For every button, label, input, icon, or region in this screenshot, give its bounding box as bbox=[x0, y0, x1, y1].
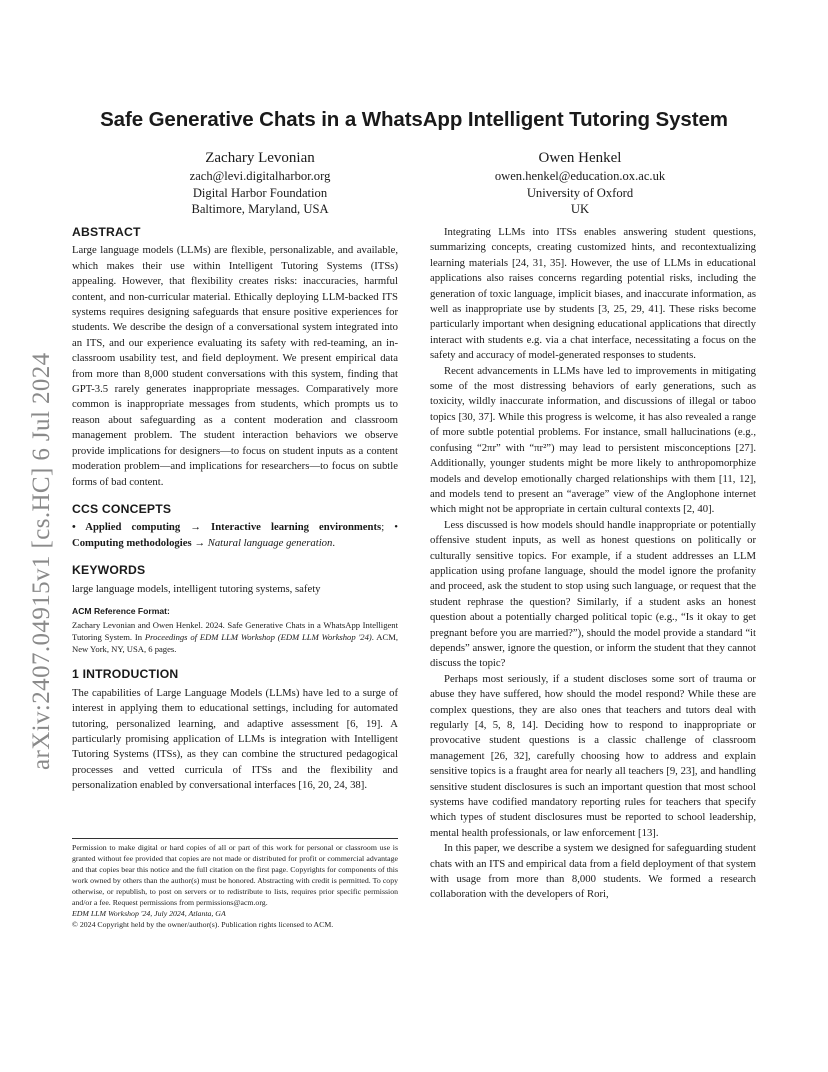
author-name: Zachary Levonian bbox=[205, 150, 315, 166]
intro-paragraph: The capabilities of Large Language Models (LLMs) have led to a surge of interest in applying them to educational settings, including for automated tutoring, personalized learning, and adaptive assessment [6, 19]. A particularly promising application of LLMs is integration with Intelligent Tutoring Systems (ITSs), as they can combine the structured pedagogical processes and vetted curricula of ITSs and the flexibility and personalization enabled by conversational interfaces [16, 20, 24, 38]. bbox=[72, 686, 398, 792]
acm-ref-heading: ACM Reference Format: bbox=[72, 605, 170, 616]
ccs-item-1: • Applied computing → Interactive learning environments bbox=[72, 521, 382, 534]
author-email: owen.henkel@education.ox.ac.uk bbox=[494, 169, 666, 183]
copyright-text: © 2024 Copyright held by the owner/author(s). Publication rights licensed to ACM. bbox=[72, 920, 334, 929]
acm-reference bbox=[72, 619, 398, 655]
ccs-separator: ; • bbox=[381, 521, 399, 534]
intro-heading: 1 INTRODUCTION bbox=[72, 667, 179, 682]
acm-ref-tail: . ACM, New York, NY, USA, 6 pages. bbox=[72, 632, 398, 655]
author-name: Owen Henkel bbox=[538, 150, 622, 166]
body-paragraph: Perhaps most seriously, if a student discloses some sort of trauma or abuse they have suffered, how should the model respond? While these are complex questions, they are also ones that teachers and tutors deal with regularly [4, 5, 8, 14]. Deciding how to respond to inappropriate or provocative student questions is a classic challenge of classroom management [26, 32], carefully choosing how to address and explain sensitive topics is a fraught area for nearly all teachers [9, 23], and handling sensitive student disclosures is such an important question that most school systems have codified mandatory reporting rules for teachers that specify which types of student disclosures must be reported to school leadership, mental health professionals, or law enforcement [13]. bbox=[430, 672, 756, 839]
author-location: UK bbox=[570, 202, 590, 216]
author-org: Digital Harbor Foundation bbox=[192, 185, 328, 200]
ccs-item-2: Computing methodologies bbox=[72, 536, 192, 549]
ccs-end: . bbox=[332, 536, 336, 549]
permission-text: Permission to make digital or hard copies of all or part of this work for personal or classroom use is granted without fee provided that copies are not made or distributed for profit or commercial advantage and that copies bear this notice and the full citation on the first page. Copyrights for components of this work owned by others than the author(s) must be honored. Abstracting with credit is permitted. To copy otherwise, or republish, to post on servers or to redistribute to lists, requires prior specific permission and/or a fee. Request permissions from permissions@acm.org. bbox=[72, 843, 398, 907]
keywords-heading: KEYWORDS bbox=[72, 563, 146, 578]
footnote-venue: EDM LLM Workshop '24, July 2024, Atlanta, GA bbox=[72, 909, 226, 918]
acm-ref-text: Zachary Levonian and Owen Henkel. 2024. Safe Generative Chats in a WhatsApp Intelligent Tutoring System. In bbox=[72, 620, 398, 643]
ccs-heading: CCS CONCEPTS bbox=[72, 501, 172, 516]
permission-footnote bbox=[72, 838, 398, 930]
author-block bbox=[100, 148, 420, 218]
body-paragraph: Integrating LLMs into ITSs enables answering student questions, summarizing concepts, creating customized hints, and recontextualizing learning materials [24, 31, 35]. However, the use of LLMs in educational applications also raises concerns regarding potential risks, including the generation of toxic language, implicit biases, and inaccurate information, as well as inappropriate use by students [3, 25, 29, 41]. These risks become particularly important when designing educational applications that directly interact with students e.g. via a chat interface, necessitating a focus on the safety and accuracy of model-generated responses to students. bbox=[430, 226, 756, 362]
acm-ref-venue: Proceedings of EDM LLM Workshop (EDM LLM Workshop '24) bbox=[144, 632, 372, 643]
arxiv-stamp: arXiv:2407.04915v1 [cs.HC] 6 Jul 2024 bbox=[28, 352, 55, 770]
paper-title: Safe Generative Chats in a WhatsApp Intelligent Tutoring System bbox=[100, 108, 728, 131]
author-block bbox=[420, 148, 740, 218]
author-email: zach@levi.digitalharbor.org bbox=[189, 169, 331, 183]
ccs-arrow: → bbox=[191, 536, 208, 549]
right-column bbox=[430, 225, 756, 903]
abstract-heading: ABSTRACT bbox=[72, 225, 141, 239]
keywords-text: large language models, intelligent tutoring systems, safety bbox=[72, 582, 321, 595]
abstract-text: Large language models (LLMs) are flexible, personalizable, and available, which makes their use within Intelligent Tutoring Systems (ITSs) appealing. However, that flexibility creates risks: inaccuracies, harmful content, and non-curricular material. Ethically deploying LLM-backed ITS systems requires designing safeguards that ensure positive experiences for students. We describe the design of a conversational system integrated into an ITS, and our experience evaluating its safety with red-teaming, an in-classroom usability test, and field deployment. We present empirical data from more than 8,000 student conversations with this system, finding that GPT-3.5 rarely generates inappropriate messages. Comparatively more common is inappropriate messages from students, which prompts us to reason about safeguarding as a content moderation and classroom management problem. The student interaction behaviors we observe provide implications for designers—to focus on student inputs as a content moderation problem—and implications for researchers—to focus on subtle forms of bad content. bbox=[72, 244, 398, 488]
author-org: University of Oxford bbox=[526, 185, 634, 200]
ccs-item-2-detail: Natural language generation bbox=[207, 536, 333, 549]
body-paragraph: In this paper, we describe a system we designed for safeguarding student chats with an ITS and empirical data from a field deployment of that system with usage from more than 8,000 students. We formed a research collaboration with the developers of Rori, bbox=[430, 842, 756, 901]
left-column bbox=[72, 225, 398, 794]
ccs-concepts bbox=[72, 520, 398, 551]
author-location: Baltimore, Maryland, USA bbox=[191, 202, 329, 216]
body-paragraph: Less discussed is how models should handle inappropriate or potentially offensive student inputs, as well as honest questions on politically or culturally sensitive topics. For example, if a student addresses an LLM application using profane language, should the model ignore the profanity and proceed, ask the student to stop using such language, or request that the student rephrase the question? Similarly, if a student asks an honest question about a potentially charged political topic (e.g., “Is it okay to get pregnant before you are married?”), should the model provide a standard “it depends” answer, ignore the question, or inform the student that they cannot discuss the topic? bbox=[430, 518, 756, 670]
body-paragraph: Recent advancements in LLMs have led to improvements in mitigating some of the most distressing behaviors of early generations, such as toxicity, wildly inaccurate information, and discussions of illegal or taboo topics [30, 37]. While this progress is welcome, it has also revealed a range of more subtle potential problems. For instance, small hallucinations (e.g., confusing “2πr” with “πr²”) may lead to persistent misconceptions [27]. Additionally, younger students might be more likely to anthropomorphize models and develop emotionally charged relationships with them [11, 12], and models tend to present an “average” view of the Anglophone internet which might not be appropriate in certain cultural contexts [2, 40]. bbox=[430, 364, 756, 516]
